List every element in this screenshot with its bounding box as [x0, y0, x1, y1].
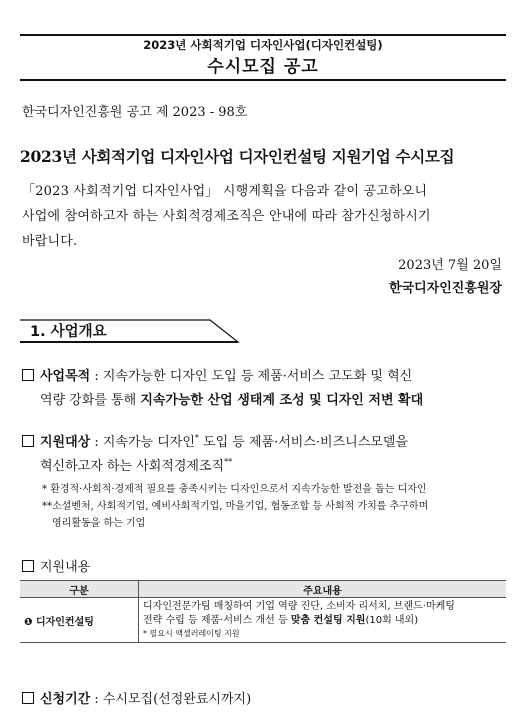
period-label: 신청기간	[40, 692, 91, 707]
footnote-2b: 영리활동을 하는 기업	[52, 518, 146, 529]
target-item	[22, 431, 408, 450]
period-item	[22, 688, 251, 707]
row-content-note: * 필요시 액셀러레이팅 지원	[143, 629, 240, 638]
document-title: 2023년 사회적기업 디자인사업 디자인컨설팅 지원기업 수시모집	[20, 147, 455, 166]
footnote-1: * 환경적·사회적·경제적 필요를 충족시키는 디자인으로서 지속가능한 발전을 돕는 디자인	[42, 484, 427, 495]
purpose-label: 사업목적	[40, 369, 91, 384]
section-title: 1. 사업개요	[30, 324, 107, 340]
issuer: 한국디자인진흥원장	[388, 281, 502, 296]
header-bottom-rule	[20, 79, 506, 81]
checkbox-square-icon	[22, 369, 34, 381]
purpose-text-2a: 역량 강화를 통해	[40, 393, 141, 408]
purpose-text-1: : 지속가능한 디자인 도입 등 제품·서비스 고도화 및 혁신	[90, 369, 413, 384]
purpose-line-2	[40, 389, 423, 408]
period-text: : 수시모집(선정완료시까지)	[90, 692, 252, 707]
footnote-2a: **소셜벤처, 사회적기업, 예비사회적기업, 마을기업, 협동조합 등 사회적 가치를 추구하며	[42, 501, 429, 512]
header-title: 수시모집 공고	[207, 57, 319, 77]
target-text-2: 혁신하고자 하는 사회적경제조직	[40, 459, 225, 474]
footnote-mark-2: **	[224, 457, 233, 467]
header-subtitle: 2023년 사회적기업 디자인사업(디자인컨설팅)	[143, 38, 383, 52]
row-category: ❶ 디자인컨설팅	[20, 598, 139, 643]
row-content	[139, 598, 507, 643]
table-row	[20, 598, 506, 643]
row-content-line-2c: (10회 내외)	[365, 615, 419, 626]
target-text-1b: 도입 등 제품·서비스·비즈니스모델을	[198, 435, 408, 450]
checkbox-square-icon	[22, 435, 34, 447]
checkbox-square-icon	[22, 692, 34, 704]
support-item	[22, 556, 90, 575]
row-content-line-2a: 전략 수립 등 제품·서비스 개선 등	[143, 615, 291, 626]
intro-line-1: 「2023 사회적기업 디자인사업」 시행계획을 다음과 같이 공고하오니	[22, 184, 428, 199]
support-label: 지원내용	[40, 560, 91, 575]
footnote-mark-1: *	[194, 433, 199, 443]
purpose-text-2b: 지속가능한 산업 생태계 조성 및 디자인 저변 확대	[140, 393, 424, 408]
row-content-line-2	[143, 614, 502, 628]
table-header-row	[20, 581, 506, 598]
target-line-2	[40, 455, 232, 474]
target-label: 지원대상	[40, 435, 91, 450]
row-content-line-1: 디자인전문가팀 매칭하여 기업 역량 진단, 소비자 리서치, 브랜드·마케팅	[143, 601, 455, 612]
target-text-1a: : 지속가능 디자인	[90, 435, 195, 450]
intro-line-3: 바랍니다.	[22, 234, 78, 249]
checkbox-square-icon	[22, 560, 34, 572]
intro-line-2: 사업에 참여하고자 하는 사회적경제조직은 안내에 따라 참가신청하시기	[22, 209, 431, 224]
table-header-content: 주요내용	[139, 581, 507, 598]
header-top-rule	[20, 34, 506, 36]
notice-date: 2023년 7월 20일	[398, 258, 502, 273]
row-content-line-2b: 맞춤 컨설팅 지원	[290, 615, 366, 626]
purpose-item	[22, 365, 412, 384]
support-table	[20, 580, 506, 643]
notice-number: 한국디자인진흥원 공고 제 2023 - 98호	[22, 105, 248, 120]
table-header-category: 구분	[20, 581, 139, 598]
